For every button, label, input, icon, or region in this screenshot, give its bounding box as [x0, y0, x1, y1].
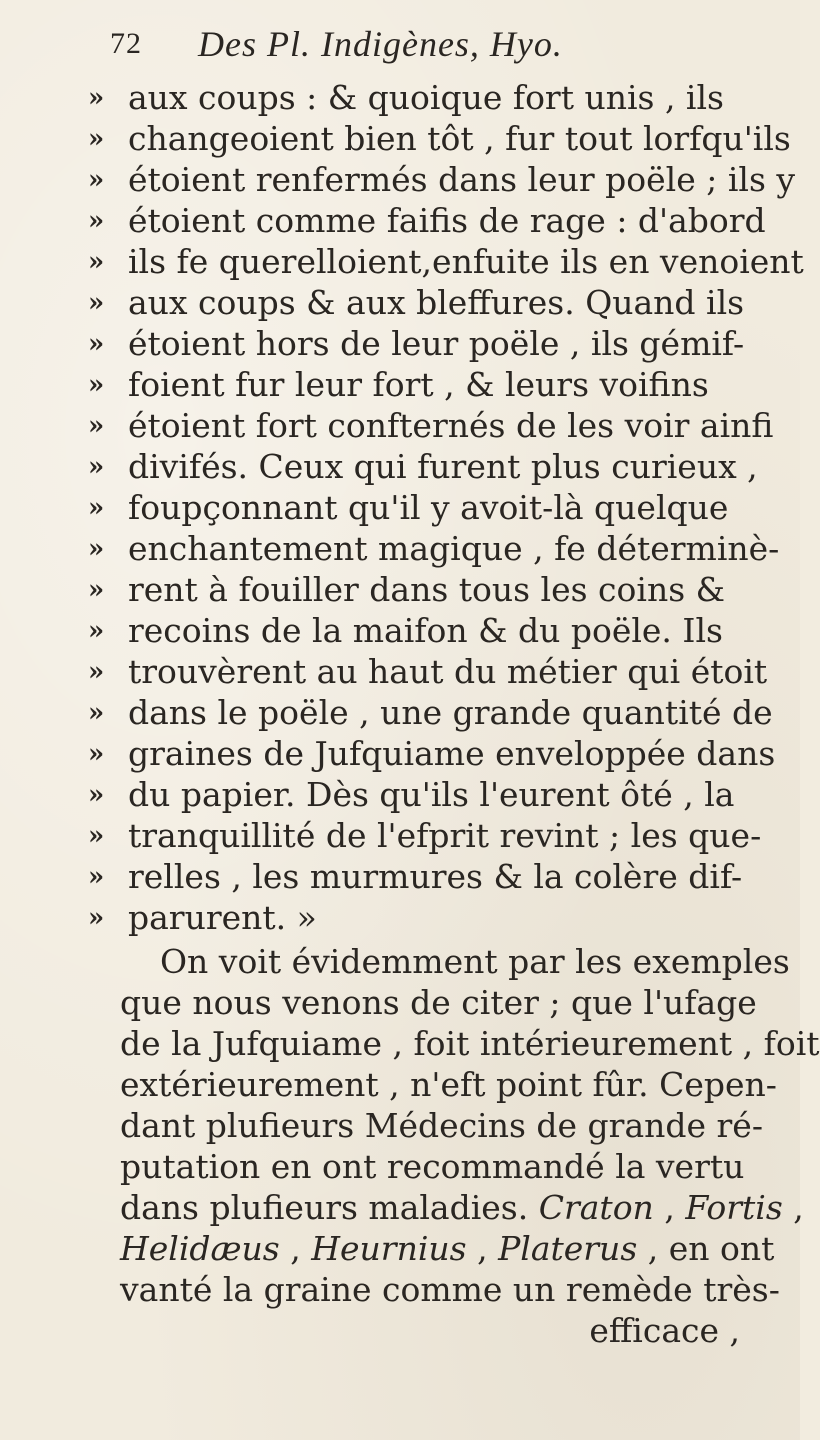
quote-line: » divifés. Ceux qui furent plus curieux ,	[88, 447, 758, 486]
quote-line: » aux coups : & quoique fort unis , ils	[88, 78, 724, 117]
quote-line: » foient fur leur fort , & leurs voifins	[88, 365, 709, 404]
quote-line: » enchantement magique , fe déterminè-	[88, 529, 780, 568]
paragraph-line: que nous venons de citer ; que l'ufage	[120, 983, 757, 1022]
quote-line: » étoient comme faifis de rage : d'abord	[88, 201, 766, 240]
quote-mark: »	[88, 83, 105, 113]
quote-line: » tranquillité de l'efprit revint ; les que-	[88, 816, 762, 855]
paragraph-line: vanté la graine comme un remède très-	[120, 1270, 780, 1309]
paragraph-text: dans plufieurs maladies.	[120, 1188, 529, 1227]
page-header	[110, 16, 790, 72]
quote-line: » étoient fort confternés de les voir ainfi	[88, 406, 774, 445]
running-title: Des Pl. Indigènes, Hyo.	[198, 24, 563, 64]
paragraph-line: On voit évidemment par les exemples	[160, 942, 790, 981]
author-name: Helidæus	[120, 1229, 280, 1268]
quote-line: » dans le poële , une grande quantité de	[88, 693, 773, 732]
quote-mark: »	[88, 329, 105, 359]
author-name: Craton	[538, 1188, 654, 1227]
quote-line: » aux coups & aux bleffures. Quand ils	[88, 283, 745, 322]
quote-mark: »	[88, 124, 105, 154]
paragraph-line: dans plufieurs maladies. Craton , Fortis ,	[120, 1188, 804, 1227]
quote-mark: »	[88, 534, 105, 564]
quote-mark: »	[88, 288, 105, 318]
quote-mark: »	[88, 370, 105, 400]
quote-line: » du papier. Dès qu'ils l'eurent ôté , la	[88, 775, 735, 814]
quote-line: » foupçonnant qu'il y avoit-là quelque	[88, 488, 729, 527]
quote-mark: »	[88, 862, 105, 892]
quote-mark: »	[88, 739, 105, 769]
quote-line: » recoins de la maifon & du poële. Ils	[88, 611, 723, 650]
paragraph-line: Helidæus , Heurnius , Platerus , en ont	[120, 1229, 775, 1268]
quote-line: » étoient hors de leur poële , ils gémif-	[88, 324, 745, 363]
author-name: Fortis	[685, 1188, 783, 1227]
quote-mark: »	[88, 452, 105, 482]
quote-mark: »	[88, 657, 105, 687]
author-name: Heurnius	[311, 1229, 467, 1268]
quote-line: » changeoient bien tôt , fur tout lorfqu'ils	[88, 119, 791, 158]
paragraph-text: en ont	[668, 1229, 775, 1268]
quote-mark: »	[88, 821, 105, 851]
quote-mark: »	[88, 493, 105, 523]
quote-mark: »	[88, 165, 105, 195]
quote-line: » graines de Jufquiame enveloppée dans	[88, 734, 776, 773]
quote-mark: »	[88, 903, 105, 933]
quote-line: » étoient renfermés dans leur poële ; ils y	[88, 160, 796, 199]
quote-line: » ils fe querelloient,enfuite ils en venoient	[88, 242, 804, 281]
quote-line: » trouvèrent au haut du métier qui étoit	[88, 652, 768, 691]
paragraph-line: extérieurement , n'eft point fûr. Cepen-	[120, 1065, 777, 1104]
quote-mark: »	[88, 616, 105, 646]
quote-mark: »	[88, 698, 105, 728]
page-number: 72	[110, 27, 142, 60]
quote-mark: »	[88, 247, 105, 277]
quote-line: » parurent. »	[88, 898, 317, 937]
quote-mark: »	[88, 575, 105, 605]
quote-line: » relles , les murmures & la colère dif-	[88, 857, 743, 896]
catchword: efficace ,	[589, 1311, 740, 1350]
paragraph-line: de la Jufquiame , foit intérieurement , foit	[120, 1024, 820, 1063]
quote-line: » rent à fouiller dans tous les coins &	[88, 570, 726, 609]
paragraph-line: dant plufieurs Médecins de grande ré-	[120, 1106, 763, 1145]
author-name: Platerus	[498, 1229, 638, 1268]
paragraph-line: putation en ont recommandé la vertu	[120, 1147, 745, 1186]
quote-mark: »	[88, 206, 105, 236]
quote-mark: »	[88, 411, 105, 441]
quote-mark: »	[88, 780, 105, 810]
